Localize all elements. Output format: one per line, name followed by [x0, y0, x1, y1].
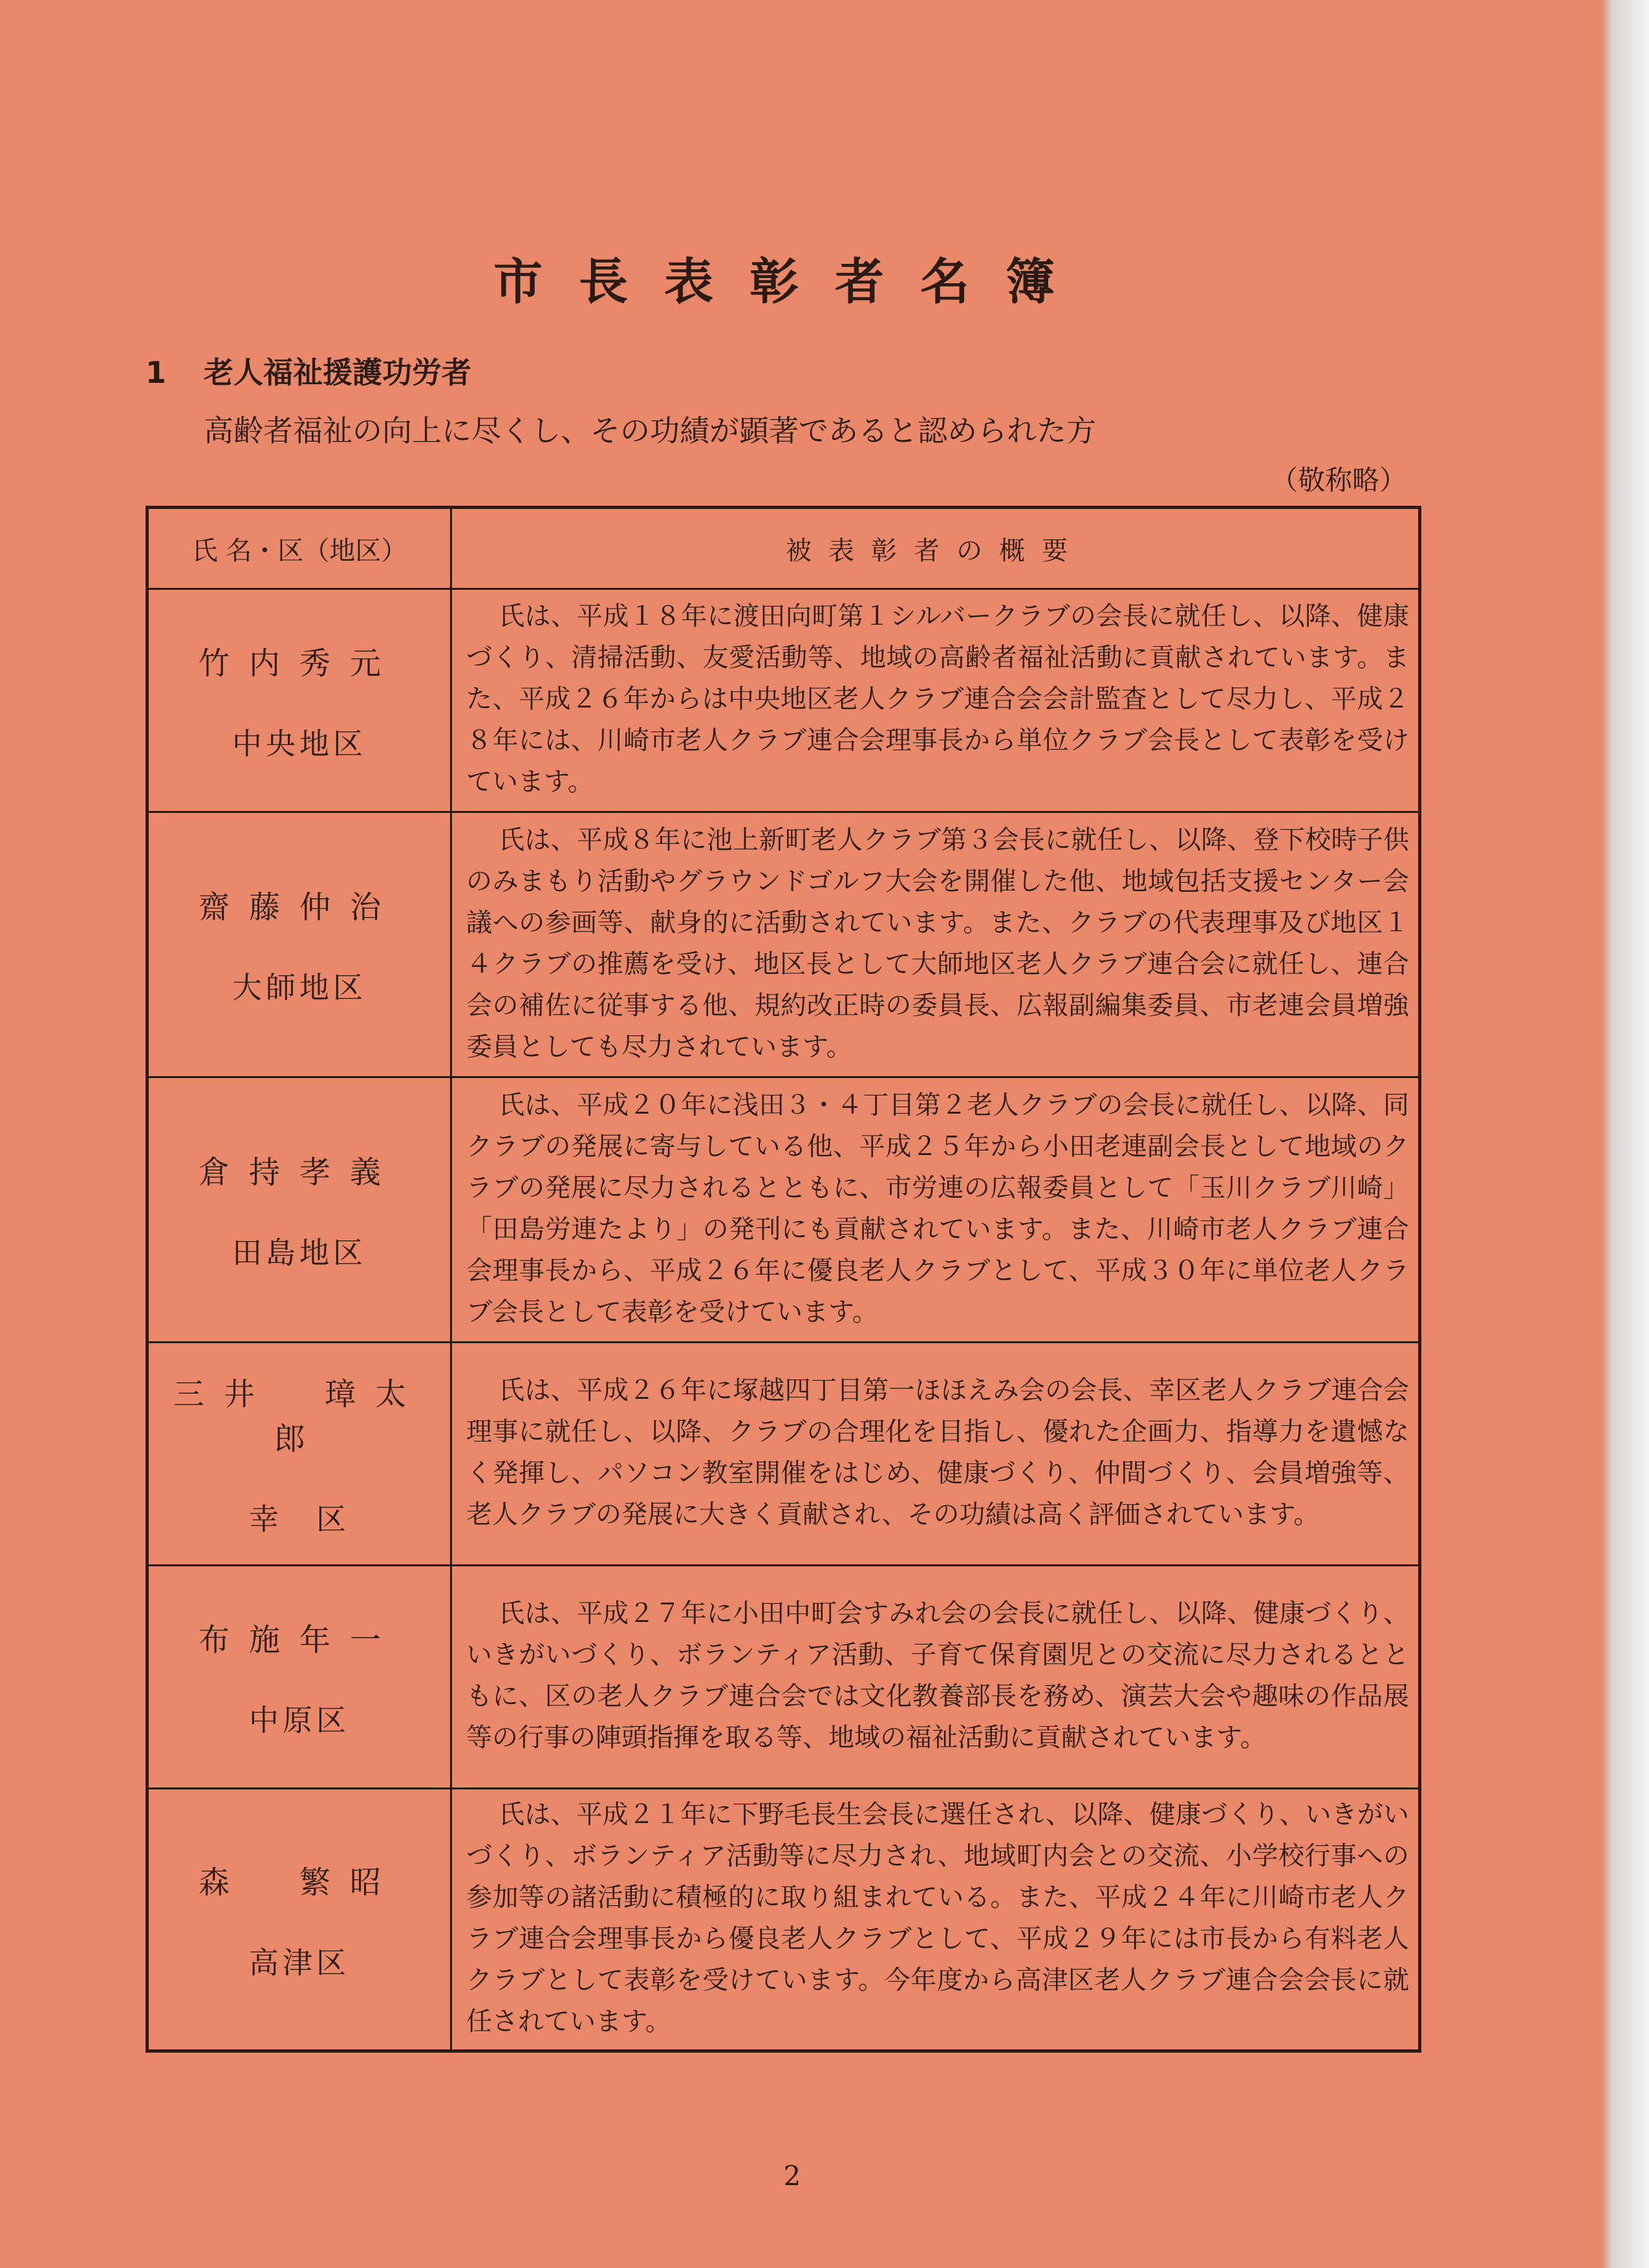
awardee-summary: 氏は、平成２６年に塚越四丁目第一ほほえみ会の会長、幸区老人クラブ連合会理事に就任し、以降、クラブの合理化を目指し、優れた企画力、指導力を遺憾なく発揮し、パソコン教室開催をはじめ、健康づくり、仲間づくり、会員増強等、老人クラブの発展に大きく貢献され、その功績は高く評価されています。 [451, 1343, 1420, 1566]
awardee-district: 田島地区 [232, 1235, 367, 1270]
awardee-name: 森 繁昭 [198, 1864, 400, 1901]
table-row [147, 1343, 1420, 1566]
awardee-name: 竹内秀元 [198, 645, 400, 682]
name-cell [147, 1343, 451, 1566]
awardee-name: 齋藤仲治 [198, 889, 400, 925]
awardee-summary: 氏は、平成２７年に小田中町会すみれ会の会長に就任し、以降、健康づくり、いきがいづくり、ボランティア活動、子育て保育園児との交流に尽力されるとともに、区の老人クラブ連合会では文化教養部長を務め、演芸大会や趣味の作品展等の行事の陣頭指揮を取る等、地域の福祉活動に貢献されています。 [451, 1566, 1420, 1789]
awardee-name: 布施年一 [198, 1621, 400, 1658]
section-heading-text: 老人福祉援護功労者 [204, 355, 471, 390]
name-cell [147, 1566, 451, 1789]
table-header-row [147, 508, 1420, 589]
awardee-summary: 氏は、平成１８年に渡田向町第１シルバークラブの会長に就任し、以降、健康づくり、清掃活動、友愛活動等、地域の高齢者福祉活動に貢献されています。また、平成２６年からは中央地区老人クラブ連合会会計監査として尽力し、平成２８年には、川崎市老人クラブ連合会理事長から単位クラブ会長として表彰を受けています。 [451, 589, 1420, 812]
awardee-district: 中央地区 [232, 726, 367, 761]
section-heading [146, 349, 471, 392]
awardee-name: 三井 璋太郎 [173, 1376, 426, 1457]
honorific-note: （敬称略） [1270, 464, 1406, 496]
table-row [147, 589, 1420, 812]
name-cell [147, 1077, 451, 1343]
name-cell [147, 589, 451, 812]
awardee-table [146, 506, 1421, 2053]
awardee-district: 幸 区 [249, 1502, 350, 1537]
section-number: 1 [146, 355, 167, 390]
awardee-district: 大師地区 [232, 970, 367, 1005]
awardee-summary: 氏は、平成２０年に浅田３・４丁目第２老人クラブの会長に就任し、以降、同クラブの発展に寄与している他、平成２５年から小田老連副会長として地域のクラブの発展に尽力されるとともに、市労連の広報委員として「玉川クラブ川崎」「田島労連たより」の発刊にも貢献されています。また、川崎市老人クラブ連合会理事長から、平成２６年に優良老人クラブとして、平成３０年に単位老人クラブ会長として表彰を受けています。 [451, 1077, 1420, 1343]
awardee-district: 高津区 [249, 1945, 350, 1980]
awardee-summary: 氏は、平成２１年に下野毛長生会長に選任され、以降、健康づくり、いきがいづくり、ボランティア活動等に尽力され、地域町内会との交流、小学校行事への参加等の諸活動に積極的に取り組まれている。また、平成２４年に川崎市老人クラブ連合会理事長から優良老人クラブとして、平成２９年には市長から有料老人クラブとして表彰を受けています。今年度から高津区老人クラブ連合会会長に就任されています。 [451, 1789, 1420, 2051]
awardee-summary: 氏は、平成８年に池上新町老人クラブ第３会長に就任し、以降、登下校時子供のみまもり活動やグラウンドゴルフ大会を開催した他、地域包括支援センター会議への参画等、献身的に活動されています。また、クラブの代表理事及び地区１４クラブの推薦を受け、地区長として大師地区老人クラブ連合会に就任し、連合会の補佐に従事する他、規約改正時の委員長、広報副編集委員、市老連会員増強委員としても尽力されています。 [451, 812, 1420, 1077]
table-row [147, 812, 1420, 1077]
page-number: 2 [783, 2160, 801, 2192]
section-description: 高齢者福祉の向上に尽くし、その功績が顕著であると認められた方 [204, 413, 1096, 448]
document-title: 市長表彰者名簿 [493, 253, 1091, 310]
scan-edge [1600, 0, 1649, 2268]
name-cell [147, 812, 451, 1077]
name-cell [147, 1789, 451, 2051]
awardee-district: 中原区 [249, 1702, 350, 1738]
table-row [147, 1566, 1420, 1789]
header-summary: 被表彰者の概要 [451, 508, 1420, 589]
awardee-name: 倉持孝義 [198, 1154, 400, 1191]
table-row [147, 1077, 1420, 1343]
table-row [147, 1789, 1420, 2051]
header-name-district: 氏 名・区（地区） [147, 508, 451, 589]
